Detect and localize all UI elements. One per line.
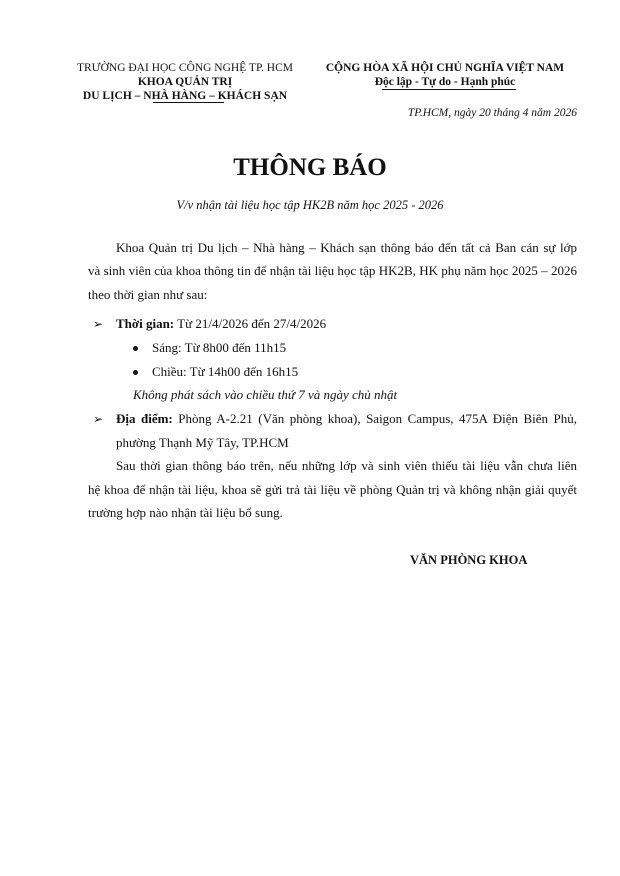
location-label: Địa điểm: bbox=[116, 411, 173, 426]
left-header-underline bbox=[153, 102, 224, 103]
time-value: Từ 21/4/2026 đến 27/4/2026 bbox=[174, 316, 327, 331]
intro-line-3: theo thời gian như sau: bbox=[88, 287, 208, 302]
intro-line-1: Khoa Quản trị Du lịch – Nhà hàng – Khách sạn thông báo đến tất cả Ban cán sự lớp bbox=[116, 240, 577, 255]
document-title: THÔNG BÁO bbox=[233, 154, 387, 181]
time-morning: Sáng: Từ 8h00 đến 11h15 bbox=[152, 340, 287, 355]
bullet-dot-icon bbox=[133, 346, 138, 351]
time-afternoon: Chiều: Từ 14h00 đến 16h15 bbox=[152, 364, 299, 379]
closing-line-3: trường hợp nào nhận tài liệu bổ sung. bbox=[88, 505, 283, 520]
intro-line-2: và sinh viên của khoa thông tin để nhận tài liệu học tập HK2B, HK phụ năm học 2025 – 2026 bbox=[88, 263, 577, 278]
closing-line-2: hệ khoa để nhận tài liệu, khoa sẽ gửi trả tài liệu về phòng Quản trị và không nhận giải quyết bbox=[88, 482, 577, 497]
document-date: TP.HCM, ngày 20 tháng 4 năm 2026 bbox=[407, 107, 577, 119]
bullet-dot-icon bbox=[133, 370, 138, 375]
location-line-1 bbox=[116, 411, 577, 427]
time-label: Thời gian: bbox=[116, 316, 175, 331]
time-note: Không phát sách vào chiều thứ 7 và ngày chủ nhật bbox=[133, 387, 398, 402]
faculty-name-line1: KHOA QUẢN TRỊ bbox=[137, 76, 233, 88]
arrow-bullet-icon: ➢ bbox=[93, 412, 104, 426]
document-subtitle: V/v nhận tài liệu học tập HK2B năm học 2025 - 2026 bbox=[176, 198, 444, 212]
faculty-name-line2: DU LỊCH – NHÀ HÀNG – KHÁCH SẠN bbox=[82, 90, 288, 102]
location-line-2: phường Thạnh Mỹ Tây, TP.HCM bbox=[116, 435, 289, 450]
university-name: TRƯỜNG ĐẠI HỌC CÔNG NGHỆ TP. HCM bbox=[76, 62, 294, 74]
right-header-underline bbox=[382, 89, 516, 90]
time-line bbox=[116, 316, 326, 332]
national-motto: Độc lập - Tự do - Hạnh phúc bbox=[374, 76, 516, 88]
location-value: Phòng A-2.21 (Văn phòng khoa), Saigon Campus, 475A Điện Biên Phủ, bbox=[172, 411, 578, 426]
arrow-bullet-icon: ➢ bbox=[93, 317, 104, 331]
signature-block: VĂN PHÒNG KHOA bbox=[410, 553, 528, 567]
closing-line-1: Sau thời gian thông báo trên, nếu những lớp và sinh viên thiếu tài liệu vẫn chưa liên bbox=[116, 458, 577, 473]
national-title: CỘNG HÒA XÃ HỘI CHỦ NGHĨA VIỆT NAM bbox=[325, 62, 565, 74]
